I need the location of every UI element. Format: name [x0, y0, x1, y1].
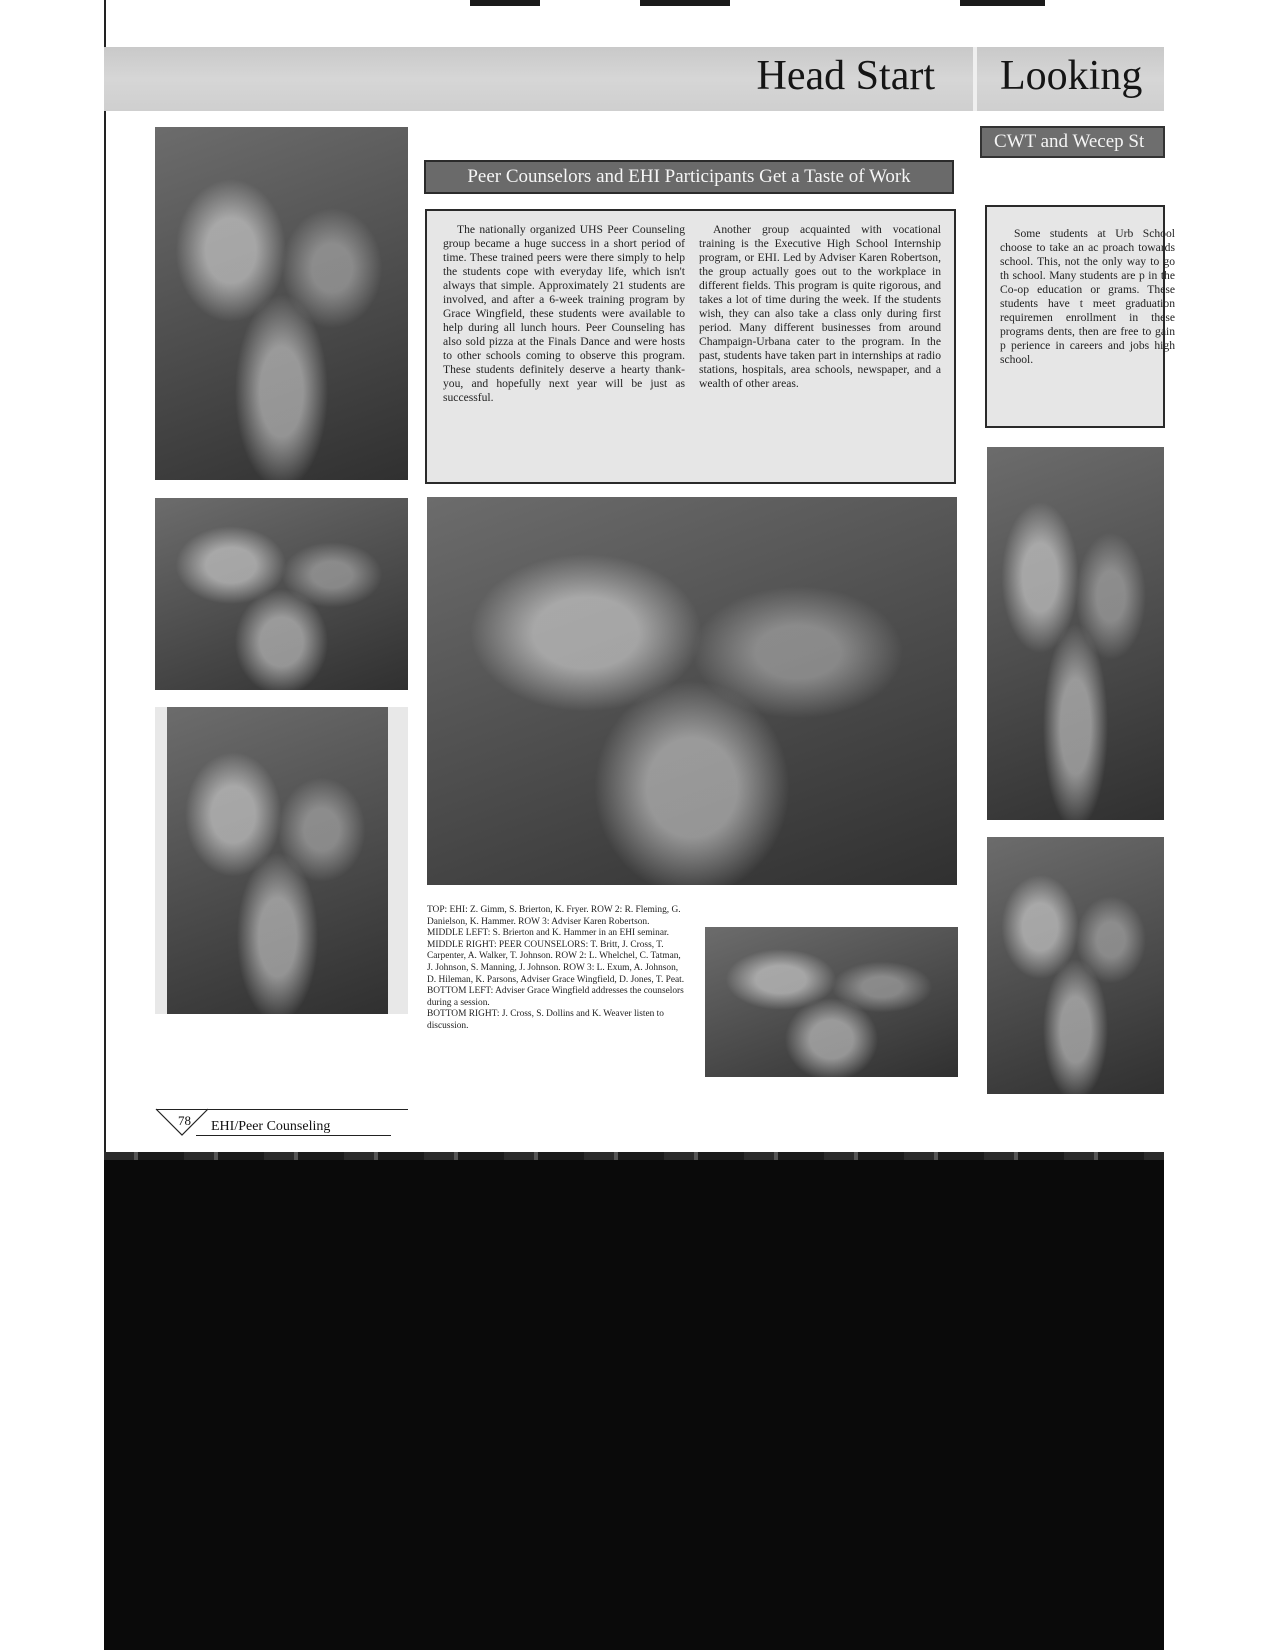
peer-counselors-group-photo: [427, 497, 957, 885]
article-column-2: Another group acquainted with vocational training is the Executive High School Internship program, or EHI. Led by Adviser Karen Robertson, the group actually goes out to the workplace in different fields. This program is quite rigorous, and takes a lot of time during the week. If the students wish, they can also take a class only during first period. Many different businesses from around Champaign-Urbana cater to the program. In the past, students have taken part in internships at radio stations, hospitals, area schools, newspaper, and a wealth of other areas.: [699, 223, 941, 390]
scan-artifact: [640, 0, 730, 6]
scan-artifact: [470, 0, 540, 6]
scan-artifact: [960, 0, 1045, 6]
discussion-photo: [705, 927, 958, 1077]
facing-article-text-box: [985, 205, 1175, 428]
article-headline: Peer Counselors and EHI Participants Get a Taste of Work: [424, 160, 954, 194]
section-name: EHI/Peer Counseling: [211, 1119, 331, 1134]
article-column-1: The nationally organized UHS Peer Counseling group became a huge success in a short period of time. These trained peers were there simply to help the students cope with everyday life, which isn't always that simple. Approximately 21 students are involved, and after a 6-week training program by Grace Wingfield, these students were available to help during all lunch hours. Peer Counseling has also sold pizza at the Finals Dance and were hosts to other schools coming to observe this program. These students definitely deserve a hearty thank-you, and hopefully next year will be just as successful.: [443, 223, 685, 404]
facing-page-title: Looking: [1000, 53, 1143, 99]
page-title: Head Start: [756, 53, 935, 99]
facing-page-subheading: CWT and Wecep St: [980, 126, 1165, 158]
page-number: 78: [178, 1113, 191, 1128]
page-edge-rule: [104, 0, 106, 1165]
ehi-seminar-photo: [155, 498, 408, 690]
scan-background: [104, 1160, 1164, 1650]
cwt-group-photo-2: [987, 837, 1164, 1094]
photo-captions: [427, 905, 685, 1033]
caption-bottom-left: BOTTOM LEFT: Adviser Grace Wingfield addresses the counselors during a session.: [427, 986, 684, 1008]
ehi-group-photo: [155, 127, 408, 480]
caption-top: TOP: EHI: Z. Gimm, S. Brierton, K. Fryer. ROW 2: R. Fleming, G. Danielson, K. Hammer. ROW 3: Adviser Karen Robertson.: [427, 905, 681, 927]
folio-rule: [196, 1135, 391, 1136]
facing-article-text: Some students at Urb School choose to take an ac proach towards school. This, not the only way to go th school. Many students are p in the Co-op education or grams. These students have t meet graduation requiremen enrollment in these programs dents, then are free to gain p perience in careers and jobs high school.: [1000, 227, 1175, 366]
caption-middle-left: MIDDLE LEFT: S. Brierton and K. Hammer in an EHI seminar.: [427, 928, 669, 939]
article-text-box: [425, 209, 956, 484]
caption-bottom-right: BOTTOM RIGHT: J. Cross, S. Dollins and K. Weaver listen to discussion.: [427, 1009, 664, 1031]
page-gutter: [973, 47, 977, 111]
adviser-photo: [155, 707, 408, 1014]
caption-middle-right: MIDDLE RIGHT: PEER COUNSELORS: T. Britt, J. Cross, T. Carpenter, A. Walker, T. Johnson. ROW 2: L. Whelchel, C. Tatman, J. Johnson, S. Manning, J. Johnson. ROW 3: L. Exum, A. Johnson, D. Hileman, K. Parsons, Adviser Grace Wingfield, D. Jones, T. Peat.: [427, 939, 685, 985]
cwt-group-photo-1: [987, 447, 1164, 820]
